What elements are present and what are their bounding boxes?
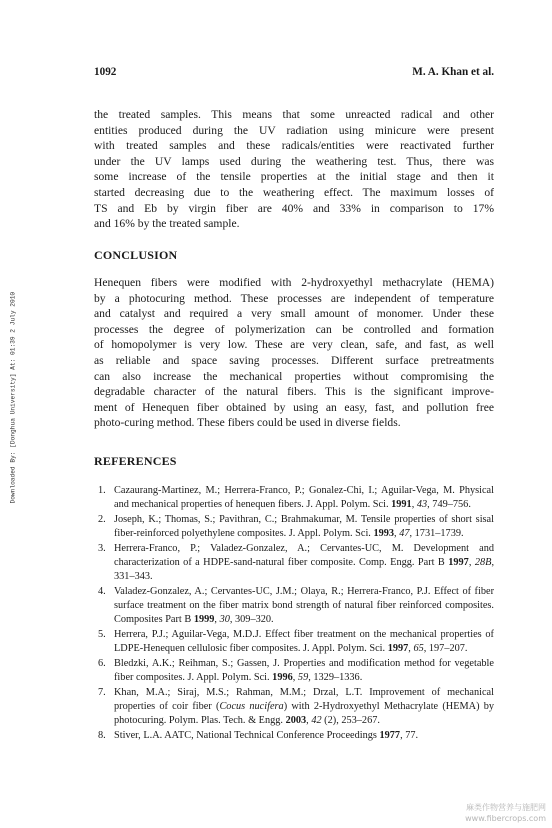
reference-pages: (2), 253–267. [321, 714, 380, 726]
running-authors: M. A. Khan et al. [412, 66, 494, 78]
reference-year: 1999 [193, 613, 215, 625]
text-line: under the UV lamps used during the weathering test. Thus, there was [94, 154, 494, 168]
reference-number: 6. [98, 658, 106, 670]
text-line: with treated samples and these radicals/entities were reactivated further [94, 139, 494, 153]
reference-year: 1996 [272, 671, 293, 683]
reference-pages: , 77. [400, 730, 419, 742]
text-line: entities produced during the UV radiation using minicure were present [94, 123, 494, 137]
text-line: degradable character of the natural fibers. This is the significant improve- [94, 385, 494, 399]
references-heading: REFERENCES [94, 454, 177, 468]
reference-year: 1997 [387, 642, 409, 654]
reference-year: 1997 [448, 556, 469, 568]
reference-pages: , 749–756. [427, 498, 471, 510]
download-stamp: Downloaded By: [Donghua University] At: 01:39 2 July 2010 [9, 291, 17, 504]
text-line: as reliable and space saving processes. Different surface pretreatments [94, 353, 494, 367]
reference-text-cont: ) with 2-Hydroxyethyl Methacrylate (HEMA) by photocuring. Polym. Plas. Tech. & Engg. [114, 700, 495, 726]
text-line: started decreasing due to the weathering effect. The maximum losses of [94, 185, 494, 199]
reference-volume: 43 [416, 498, 428, 510]
reference-text: Herrera, P.J.; Aguilar-Vega, M.D.J. Effect fiber treatment on the mechanical properties of LDPE-Henequen cellulosic fiber composites. J. Appl. Polym. Sci. [114, 628, 494, 654]
reference-number: 7. [98, 687, 106, 699]
text-line: photo-curing method. These fibers could be used in diverse fields. [94, 416, 401, 430]
reference-number: 5. [98, 628, 106, 640]
reference-text: Stiver, L.A. AATC, National Technical Conference Proceedings [114, 730, 380, 742]
reference-item [94, 542, 494, 583]
reference-pages: , 1731–1739. [409, 527, 464, 539]
reference-sep: , [408, 642, 414, 654]
conclusion-paragraph [94, 275, 494, 431]
site-watermark [465, 802, 546, 824]
reference-species: Cocus nucifera [219, 700, 284, 712]
reference-sep: , [394, 527, 400, 539]
reference-year: 1977 [379, 730, 401, 742]
reference-volume: 59 [297, 671, 309, 683]
reference-item [94, 657, 494, 685]
page-number: 1092 [94, 66, 117, 78]
reference-text: Khan, M.A.; Siraj, M.S.; Rahman, M.M.; Drzal, L.T. Improvement of mechanical properties of coir fiber ( [114, 687, 494, 712]
text-line: TS and Eb by virgin fiber are 40% and 33% in comparison to 17% [94, 201, 494, 215]
text-line: the treated samples. This means that some unreacted radical and other [94, 108, 494, 121]
watermark-url: www.fibercrops.com [465, 814, 546, 823]
reference-text: Valadez-Gonzalez, A.; Cervantes-UC, J.M.; Olaya, R.; Herrera-Franco, P.J. Effect of fiber surface treatment on the fiber matrix bond strength of natural fiber reinforced composites. Composites Part B [114, 586, 494, 625]
reference-sep: , [306, 714, 312, 726]
reference-text: Cazaurang-Martinez, M.; Herrera-Franco, P.; Gonalez-Chi, I.; Aguilar-Vega, M. Physical and mechanical properties of henequen fibers. J. Appl. Polym. Sci. [114, 485, 494, 510]
reference-item [94, 686, 494, 727]
reference-item [94, 729, 494, 743]
reference-volume: 42 [311, 714, 322, 726]
text-line: and catalyst and required a very small amount of monomer. Under these [94, 307, 494, 321]
watermark-title: 麻类作物营养与施肥网 [466, 803, 546, 812]
reference-number: 1. [98, 485, 106, 496]
reference-item [94, 628, 494, 656]
reference-pages: , 309–320. [229, 613, 274, 625]
reference-volume: 65 [413, 642, 424, 654]
reference-number: 3. [98, 543, 106, 555]
reference-pages: , 197–207. [423, 642, 468, 654]
reference-number: 2. [98, 514, 106, 526]
reference-text: Herrera-Franco, P.; Valadez-Gonzalez, A.; Cervantes-UC, M. Development and characterization of a HDPE-sand-natural fiber composite. Comp. Engg. Part B [114, 543, 494, 568]
reference-item [94, 484, 494, 512]
text-line: Henequen fibers were modified with 2-hydroxyethyl methacrylate (HEMA) [94, 276, 494, 289]
reference-list [94, 484, 494, 744]
text-line: some increase of the tensile properties at the initial stage and then it [94, 170, 494, 184]
text-line: of homopolymer is very low. These are very clean, safe, and fast, as well [94, 338, 494, 352]
reference-sep: , [468, 556, 475, 568]
reference-year: 2003 [285, 714, 307, 726]
reference-item [94, 513, 494, 541]
reference-year: 1993 [373, 527, 395, 539]
reference-year: 1991 [391, 498, 412, 510]
reference-volume: 28B [474, 556, 492, 568]
text-line: can also increase the mechanical properties without compromising the [94, 369, 494, 383]
reference-sep: , [292, 671, 298, 683]
conclusion-heading: CONCLUSION [94, 248, 178, 262]
reference-volume: 47 [399, 527, 410, 539]
reference-pages: , 1329–1336. [308, 671, 363, 683]
text-line: ment of Henequen fiber obtained by using an easy, fast, and pollution free [94, 400, 494, 414]
text-line: processes the degree of polymerization can be controlled and formation [94, 322, 494, 336]
reference-number: 8. [98, 730, 106, 742]
reference-text: Joseph, K.; Thomas, S.; Pavithran, C.; Brahmakumar, M. Tensile properties of short sisal fiber-reinforced polyethylene composites. J. Appl. Polym. Sci. [114, 514, 494, 539]
reference-volume: 30 [219, 613, 230, 625]
reference-number: 4. [98, 586, 106, 598]
reference-sep: , [214, 613, 220, 625]
text-line: and 16% by the treated sample. [94, 217, 240, 231]
reference-sep: , [411, 498, 417, 510]
reference-text: Bledzki, A.K.; Reihman, S.; Gassen, J. Properties and modification method for vegetable fiber composites. J. Appl. Polym. Sci. [114, 658, 494, 683]
results-paragraph [94, 107, 494, 232]
reference-pages: , 331–343. [114, 556, 495, 582]
text-line: by a photocuring method. These processes are independent of temperature [94, 291, 494, 305]
reference-item [94, 585, 494, 626]
